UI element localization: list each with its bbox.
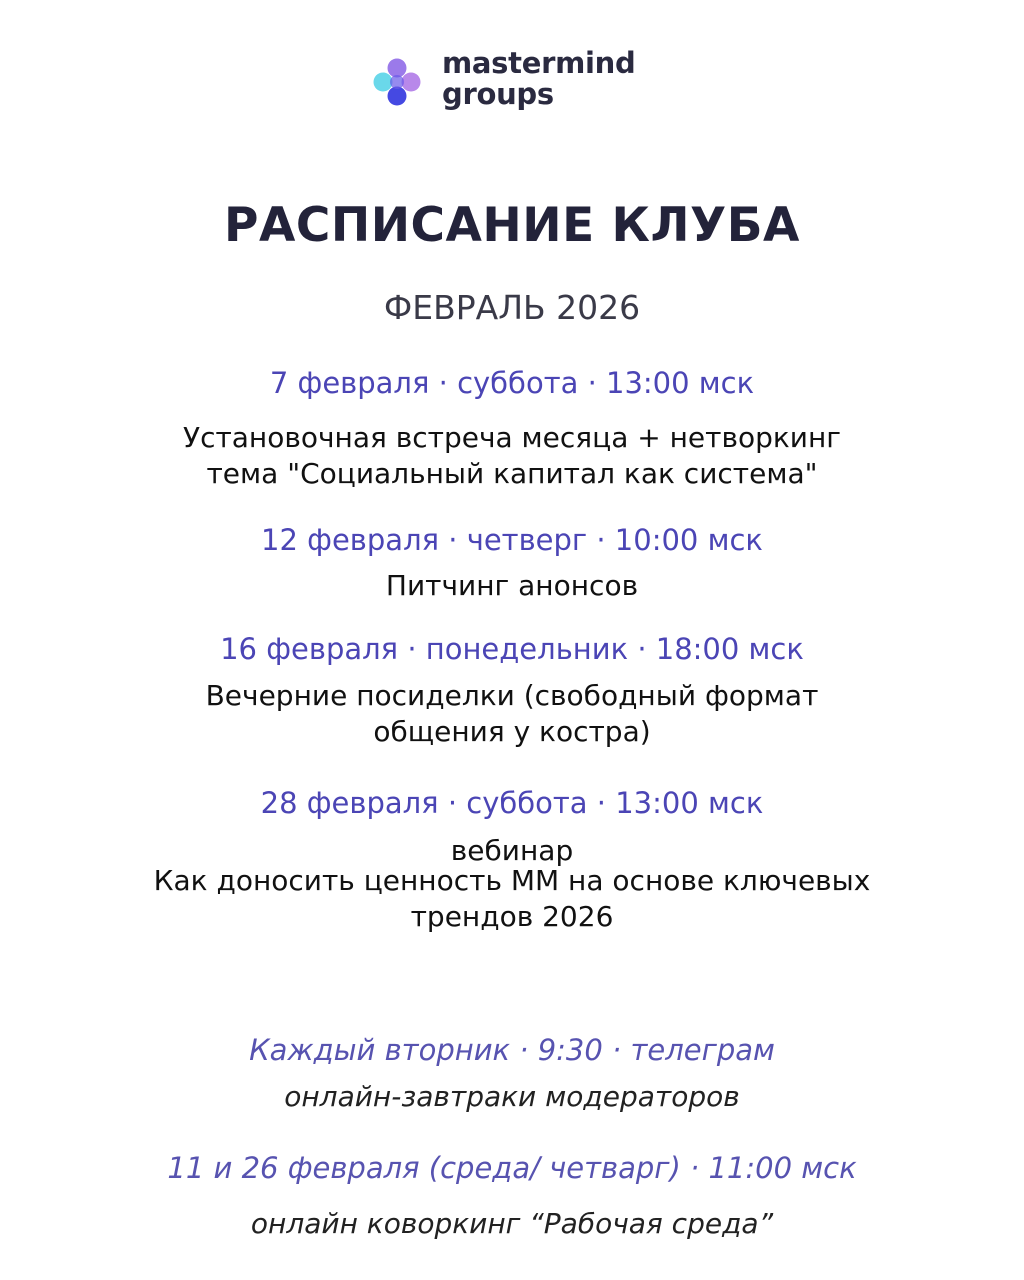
event-description: общения у костра)	[373, 715, 651, 748]
event-description: Как доносить ценность ММ на основе ключевых	[153, 864, 871, 897]
brand-name	[442, 48, 635, 110]
recurring-event-description: онлайн коворкинг “Рабочая среда”	[250, 1207, 774, 1240]
mastermind-logo-icon	[372, 57, 422, 107]
event-description: тема "Социальный капитал как система"	[206, 457, 818, 490]
event-description: Питчинг анонсов	[385, 569, 639, 602]
brand-name-line2: groups	[442, 77, 554, 111]
event-description: трендов 2026	[410, 900, 614, 933]
event-date: 28 февраля · суббота · 13:00 мск	[260, 786, 764, 820]
recurring-event-description: онлайн-завтраки модераторов	[284, 1080, 740, 1113]
recurring-event-date: 11 и 26 февраля (среда/ четварг) · 11:00 мск	[167, 1151, 857, 1185]
event-description: Вечерние посиделки (свободный формат	[205, 679, 819, 712]
page-title: РАСПИСАНИЕ КЛУБА	[224, 198, 800, 253]
brand-name-line1: mastermind	[442, 46, 636, 80]
event-date: 16 февраля · понедельник · 18:00 мск	[220, 632, 804, 666]
event-date: 12 февраля · четверг · 10:00 мск	[261, 523, 763, 557]
event-date: 7 февраля · суббота · 13:00 мск	[269, 366, 755, 400]
recurring-event-date: Каждый вторник · 9:30 · телеграм	[249, 1033, 775, 1067]
page-subtitle: ФЕВРАЛЬ 2026	[383, 288, 641, 327]
brand-logo	[372, 48, 672, 118]
event-description: Установочная встреча месяца + нетворкинг	[183, 421, 841, 454]
event-description: вебинар	[450, 834, 574, 867]
